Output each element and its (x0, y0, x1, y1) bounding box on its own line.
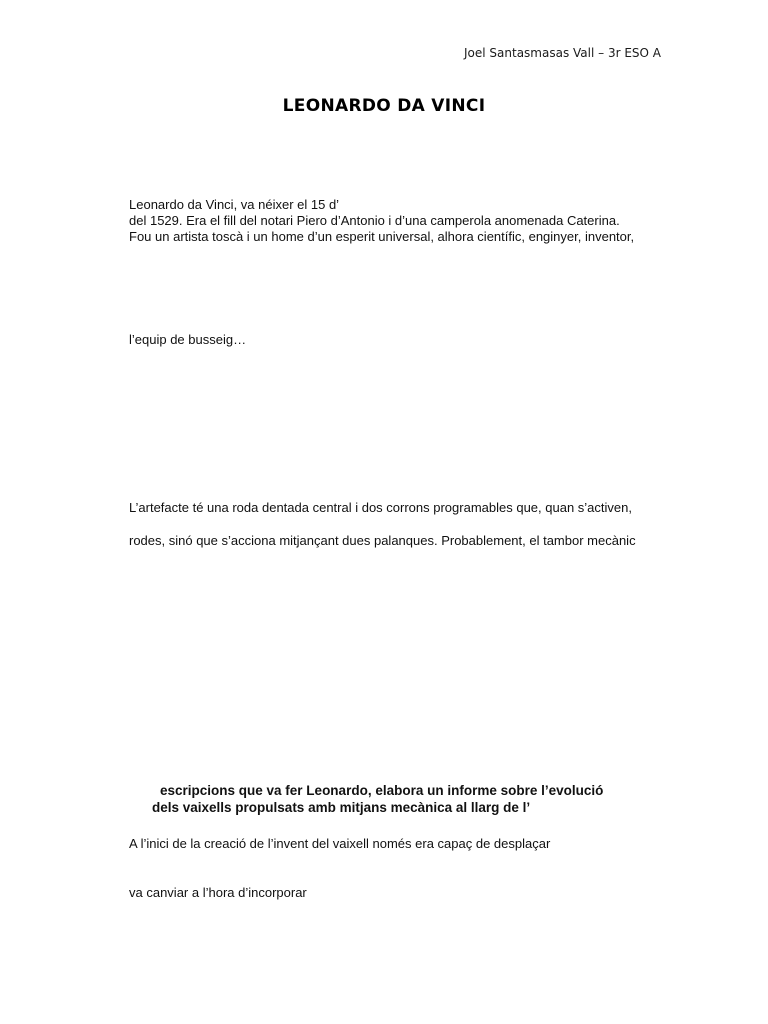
intro-line-2: del 1529. Era el fill del notari Piero d’Antonio i d’una camperola anomenada Caterina. (129, 213, 620, 228)
question-line-1: escripcions que va fer Leonardo, elabora un informe sobre l’evolució (160, 783, 604, 798)
question-line-2: dels vaixells propulsats amb mitjans mecànica al llarg de l’ (152, 800, 531, 815)
diving-paragraph: l’equip de busseig… (129, 332, 247, 347)
boat-intro-paragraph: A l’inici de la creació de l’invent del vaixell només era capaç de desplaçar (129, 836, 551, 851)
intro-line-1: Leonardo da Vinci, va néixer el 15 d’ (129, 197, 340, 212)
document-title: LEONARDO DA VINCI (282, 96, 486, 116)
intro-line-3: Fou un artista toscà i un home d’un esperit universal, alhora científic, enginyer, inventor, (129, 229, 635, 244)
artefact-paragraph: L’artefacte té una roda dentada central i dos corrons programables que, quan s’activen, (129, 500, 632, 515)
drum-paragraph: rodes, sinó que s’acciona mitjançant dues palanques. Probablement, el tambor mecànic (129, 533, 636, 548)
intro-paragraph (129, 197, 634, 245)
question-block (0, 782, 768, 816)
author-header: Joel Santasmasas Vall – 3r ESO A (464, 46, 661, 60)
boat-change-paragraph: va canviar a l’hora d’incorporar (129, 885, 307, 900)
